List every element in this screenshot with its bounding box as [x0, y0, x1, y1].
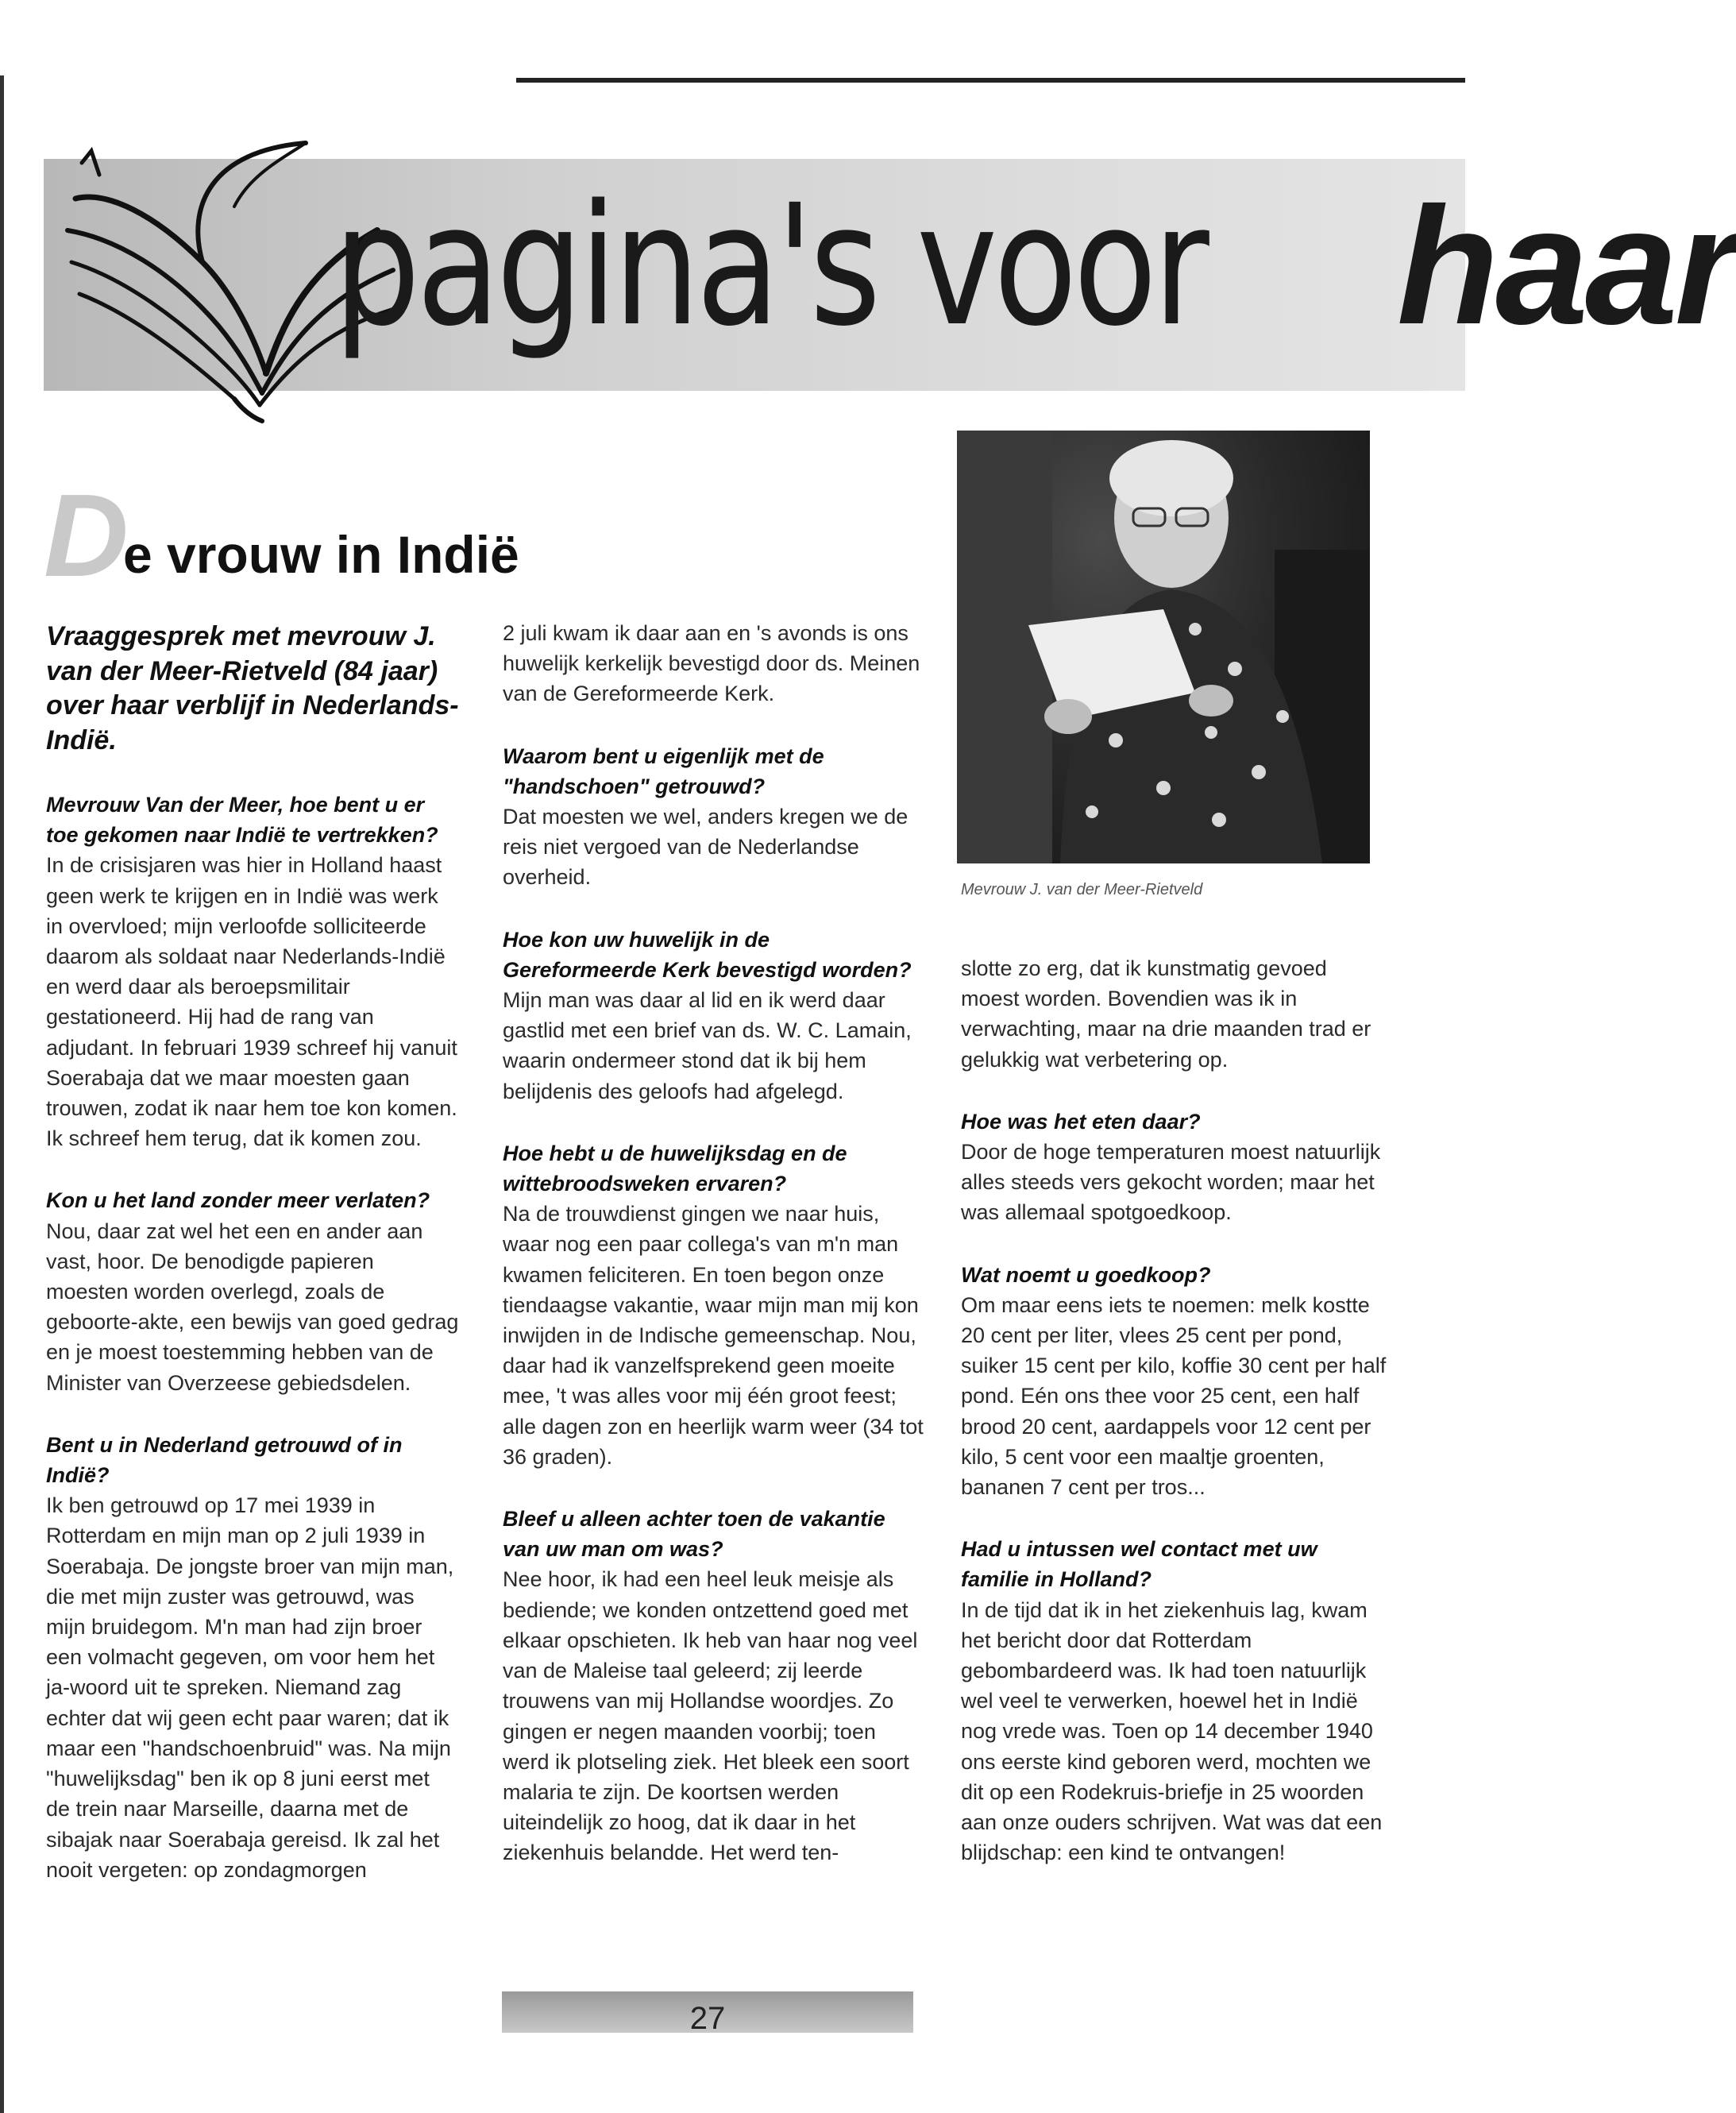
page-number: 27	[689, 2001, 726, 2036]
question: Mevrouw Van der Meer, hoe bent u er toe gekomen naar Indië te vertrekken?	[46, 793, 438, 848]
answer: Door de hoge temperaturen moest natuurlijk alles steeds vers gekocht worden; maar het was allemaal spotgoedkoop.	[961, 1140, 1381, 1225]
answer: slotte zo erg, dat ik kunstmatig gevoed moest worden. Bovendien was ik in verwachting, maar na drie maanden trad er gelukkig wat verbetering op.	[961, 956, 1371, 1072]
answer: Dat moesten we wel, anders kregen we de reis niet vergoed van de Nederlandse overheid.	[503, 805, 909, 890]
qa-block	[503, 1138, 928, 1472]
question: Bleef u alleen achter toen de vakantie van uw man om was?	[503, 1507, 885, 1562]
answer: Na de trouwdienst gingen we naar huis, waar nog een paar collega's van m'n man kwamen feliciteren. En toen begon onze tiendaagse vakantie, waar mijn man mij kon inwijden in de Indische gemeenschap. Nou, daar had ik vanzelfsprekend geen moeite mee, 't was alles voor mij één groot feest; alle dagen zon en heerlijk warm weer (34 tot 36 graden).	[503, 1202, 924, 1469]
portrait-photo	[957, 431, 1370, 863]
qa-block	[503, 925, 928, 1107]
qa-block	[46, 1185, 459, 1397]
question: Had u intussen wel contact met uw familie in Holland?	[961, 1537, 1317, 1592]
question: Hoe was het eten daar?	[961, 1109, 1201, 1134]
answer: Mijn man was daar al lid en ik werd daar gastlid met een brief van ds. W. C. Lamain, waarin ondermeer stond dat ik bij hem belijdenis des geloofs had afgelegd.	[503, 988, 912, 1103]
question: Wat noemt u goedkoop?	[961, 1262, 1211, 1287]
column-2	[503, 618, 928, 1900]
question: Kon u het land zonder meer verlaten?	[46, 1188, 430, 1213]
question: Bent u in Nederland getrouwd of in Indië?	[46, 1432, 403, 1488]
answer: In de crisisjaren was hier in Holland haast geen werk te krijgen en in Indië was werk in overvloed; mijn verloofde solliciteerde daarom als soldaat naar Nederlands-Indië en werd daar als beroepsmilitair gestationeerd. Hij had de rang van adjudant. In februari 1939 schreef hij vanuit Soerabaja dat we maar moesten gaan trouwen, zodat ik naar hem toe kon komen. Ik schreef hem terug, dat ik komen zou.	[46, 853, 457, 1151]
answer: 2 juli kwam ik daar aan en 's avonds is ons huwelijk kerkelijk bevestigd door ds. Meinen van de Gereformeerde Kerk.	[503, 621, 920, 706]
banner-title	[334, 163, 1736, 369]
question: Waarom bent u eigenlijk met de "handschoen" getrouwd?	[503, 744, 824, 798]
qa-block	[503, 618, 928, 709]
intro: Vraaggesprek met mevrouw J. van der Meer-Rietveld (84 jaar) over haar verblijf in Nederlands-Indië.	[46, 621, 459, 755]
answer: Om maar eens iets te noemen: melk kostte 20 cent per liter, vlees 25 cent per pond, suiker 15 cent per kilo, koffie 30 cent per half pond. Eén ons thee voor 25 cent, een half brood 20 cent, aardappels voor 12 cent per kilo, 5 cent voor een maaltje groenten, bananen 7 cent per tros...	[961, 1292, 1387, 1500]
banner-title-light: pagina's voor	[334, 168, 1206, 363]
portrait-illustration	[957, 431, 1370, 863]
qa-block	[961, 953, 1390, 1075]
photo-caption: Mevrouw J. van der Meer-Rietveld	[961, 881, 1203, 898]
qa-block	[961, 1260, 1390, 1503]
qa-block	[503, 1504, 928, 1868]
qa-block	[503, 741, 928, 893]
qa-block	[46, 1430, 459, 1885]
answer: Nee hoor, ik had een heel leuk meisje als bediende; we konden ontzettend goed met elkaar opschieten. Ik heb van haar nog veel van de Maleise taal geleerd; zij leerde trouwens van mij Hollandse woordjes. Zo gingen er negen maanden voorbij; toen werd ik plotseling ziek. Het bleek een soort malaria te zijn. De koortsen werden uiteindelijk zo hoog, dat ik daar in het ziekenhuis belandde. Het werd ten-	[503, 1567, 918, 1865]
answer: Nou, daar zat wel het een en ander aan vast, hoor. De benodigde papieren moesten worden overlegd, zoals de geboorte-akte, een bewijs van goed gedrag en je moest toestemming hebben van de Minister van Overzeese gebiedsdelen.	[46, 1219, 459, 1395]
headline: e vrouw in Indië	[123, 525, 519, 584]
column-1	[46, 620, 459, 1917]
answer: Ik ben getrouwd op 17 mei 1939 in Rotterdam en mijn man op 2 juli 1939 in Soerabaja. De jongste broer van mijn man, die met mijn zuster was getrouwd, was mijn bruidegom. M'n man had zijn broer een volmacht gegeven, om voor hem het ja-woord uit te spreken. Niemand zag echter dat wij geen echt paar waren; dat ik maar een "handschoenbruid" was. Na mijn "huwelijksdag" ben ik op 8 juni eerst met de trein naar Marseille, daarna met de sibajak naar Soerabaja gereisd. Ik zal het nooit vergeten: op zondagmorgen	[46, 1493, 454, 1882]
drop-letter: D	[44, 470, 129, 601]
qa-block	[961, 1534, 1390, 1868]
column-3	[961, 953, 1390, 1899]
question: Hoe hebt u de huwelijksdag en de wittebroodsweken ervaren?	[503, 1141, 847, 1196]
top-rule	[516, 78, 1465, 83]
qa-block	[46, 790, 459, 1153]
answer: In de tijd dat ik in het ziekenhuis lag, kwam het bericht door dat Rotterdam gebombardeerd was. Ik had toen natuurlijk wel veel te verwerken, hoewel het in Indië nog vrede was. Toen op 14 december 1940 ons eerste kind geboren werd, mochten we dit op een Rodekruis-briefje in 25 woorden aan onze ouders schrijven. Wat was dat een blijdschap: een kind te ontvangen!	[961, 1597, 1383, 1865]
question: Hoe kon uw huwelijk in de Gereformeerde Kerk bevestigd worden?	[503, 927, 912, 982]
left-rule	[0, 75, 4, 2113]
banner-title-bold: haar	[1396, 172, 1736, 359]
qa-block	[961, 1107, 1390, 1228]
